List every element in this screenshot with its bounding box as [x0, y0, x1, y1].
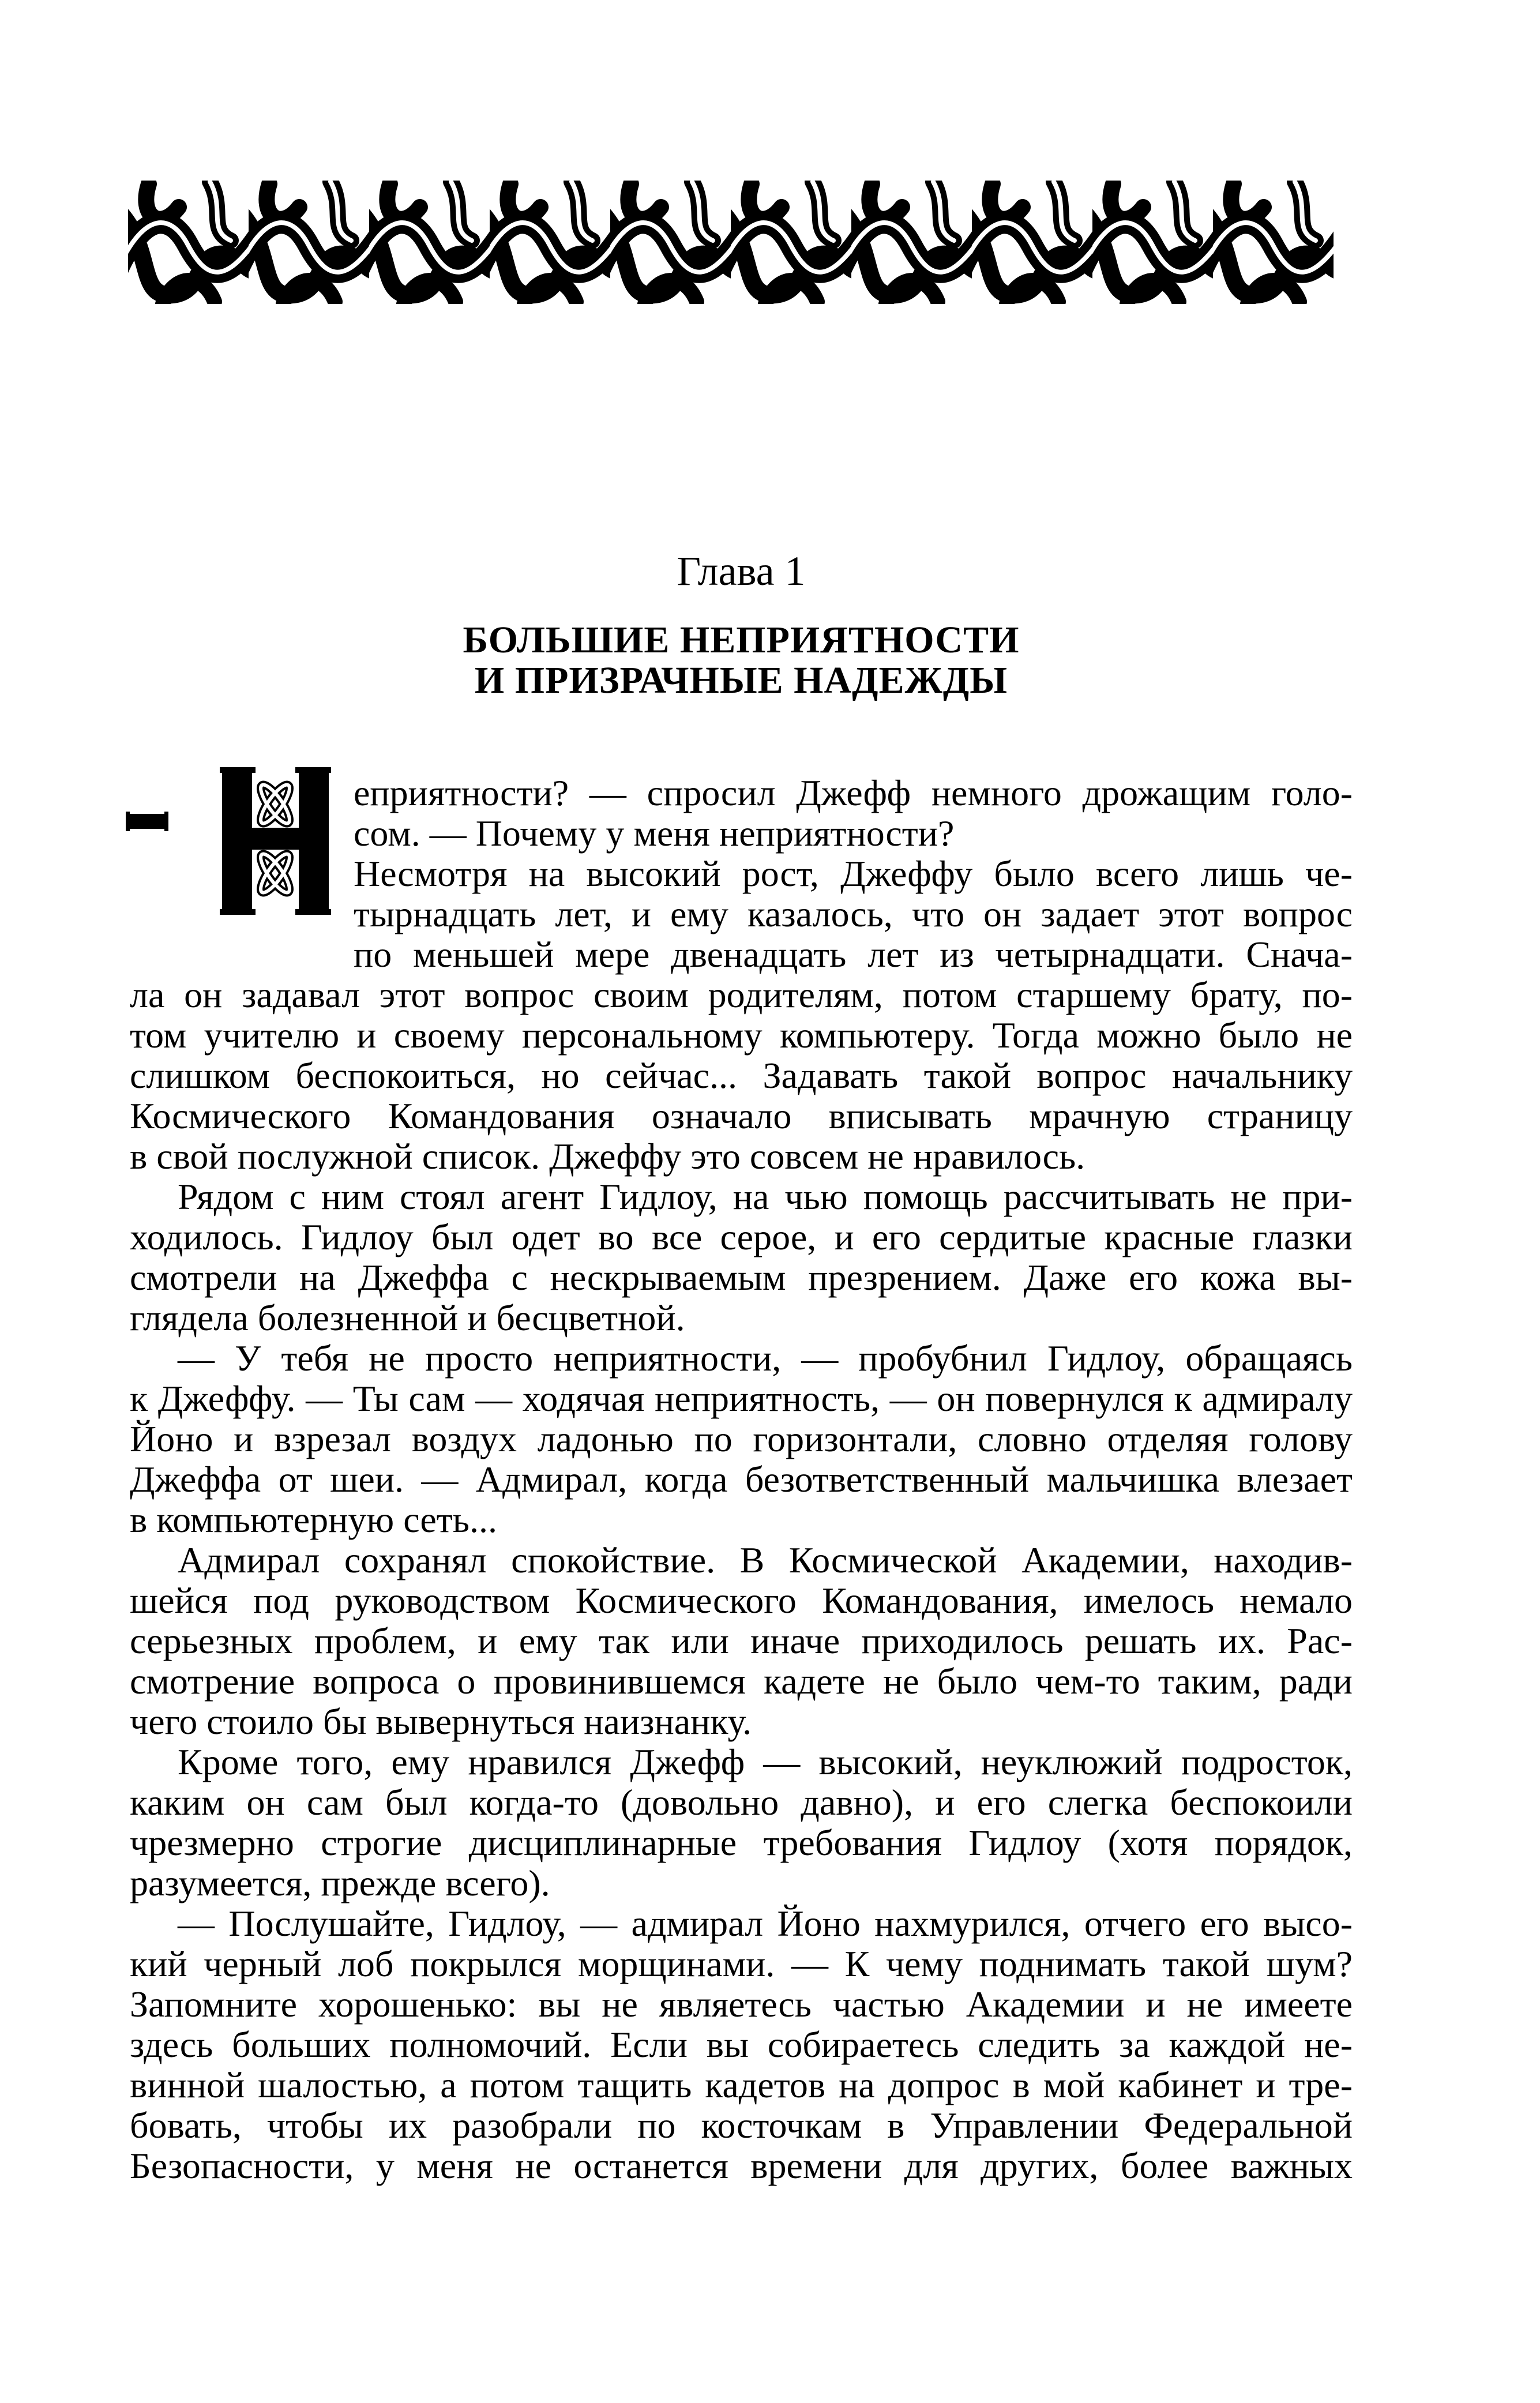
text-line: серьезных проблем, и ему так или иначе приходилось решать их. Рас- — [130, 1620, 1353, 1661]
text-line: Адмирал сохранял спокойствие. В Космической Академии, находив- — [178, 1540, 1353, 1580]
text-line: ходилось. Гидлоу был одет во все серое, и его сердитые красные глазки — [130, 1216, 1353, 1257]
text-line: кий черный лоб покрылся морщинами. — К чему поднимать такой шум? — [130, 1943, 1353, 1984]
text-line: в компьютерную сеть... — [130, 1499, 497, 1540]
drop-cap — [130, 773, 355, 975]
text-line: разумеется, прежде всего). — [130, 1863, 550, 1903]
text-line: смотрение вопроса о провинившемся кадете не было чем-то таким, ради — [130, 1661, 1353, 1702]
text-line: еприятности? — спросил Джефф немного дрожащим голо- — [354, 772, 1353, 813]
chapter-title — [130, 620, 1353, 701]
text-line: Джеффа от шеи. — Адмирал, когда безответственный мальчишка влезает — [130, 1459, 1353, 1500]
celtic-knot-band-icon — [128, 181, 1334, 304]
text-line: каким он сам был когда-то (довольно давно), и его слегка беспокоили — [130, 1782, 1353, 1823]
paragraph-lines — [130, 773, 1353, 2186]
text-line: здесь больших полномочий. Если вы собираетесь следить за каждой не- — [130, 2024, 1353, 2065]
text-line: шейся под руководством Космического Командования, имелось немало — [130, 1580, 1353, 1621]
text-line: Рядом с ним стоял агент Гидлоу, на чью помощь рассчитывать не при- — [178, 1176, 1353, 1217]
text-line: чрезмерно строгие дисциплинарные требования Гидлоу (хотя порядок, — [130, 1822, 1353, 1863]
text-line: Безопасности, у меня не останется времени для других, более важных — [130, 2145, 1353, 2186]
text-line: бовать, чтобы их разобрали по косточкам в Управлении Федеральной — [130, 2105, 1353, 2146]
dialogue-dash — [126, 814, 168, 829]
text-line: слишком беспокоиться, но сейчас... Задавать такой вопрос начальнику — [130, 1055, 1353, 1096]
text-line: Кроме того, ему нравился Джефф — высокий, неуклюжий подросток, — [178, 1741, 1353, 1782]
text-line: винной шалостью, а потом тащить кадетов на допрос в мой кабинет и тре- — [130, 2064, 1353, 2105]
text-line: по меньшей мере двенадцать лет из четырнадцати. Снача- — [354, 934, 1353, 975]
text-line: в свой послужной список. Джеффу это совсем не нравилось. — [130, 1136, 1085, 1177]
chapter-title-line1: БОЛЬШИЕ НЕПРИЯТНОСТИ — [463, 619, 1020, 661]
text-line: Запомните хорошенько: вы не являетесь частью Академии и не имеете — [130, 1984, 1353, 2025]
text-line: — Послушайте, Гидлоу, — адмирал Йоно нахмурился, отчего его высо- — [178, 1903, 1353, 1944]
text-line: Космического Командования означало вписывать мрачную страницу — [130, 1095, 1353, 1136]
body-text — [130, 773, 1353, 2186]
text-line: Несмотря на высокий рост, Джеффу было всего лишь че- — [354, 853, 1353, 894]
text-line: к Джеффу. — Ты сам — ходячая неприятность, — он повернулся к адмиралу — [130, 1378, 1353, 1419]
text-line: тырнадцать лет, и ему казалось, что он задает этот вопрос — [354, 893, 1353, 934]
text-line: Йоно и взрезал воздух ладонью по горизонтали, словно отделяя голову — [130, 1418, 1353, 1459]
text-line: ла он задавал этот вопрос своим родителям, потом старшему брату, по- — [130, 974, 1353, 1015]
drop-cap-letter-icon — [220, 767, 331, 915]
text-line: глядела болезненной и бесцветной. — [130, 1297, 685, 1338]
text-line: чего стоило бы вывернуться наизнанку. — [130, 1701, 752, 1742]
chapter-heading: Глава 1 — [677, 548, 806, 594]
text-line: том учителю и своему персональному компьютеру. Тогда можно было не — [130, 1015, 1353, 1056]
text-line: — У тебя не просто неприятности, — пробубнил Гидлоу, обращаясь — [178, 1338, 1353, 1379]
text-line: сом. — Почему у меня неприятности? — [354, 813, 955, 854]
text-line: смотрели на Джеффа с нескрываемым презрением. Даже его кожа вы- — [130, 1257, 1353, 1298]
chapter-title-line2: И ПРИЗРАЧНЫЕ НАДЕЖДЫ — [474, 659, 1008, 701]
